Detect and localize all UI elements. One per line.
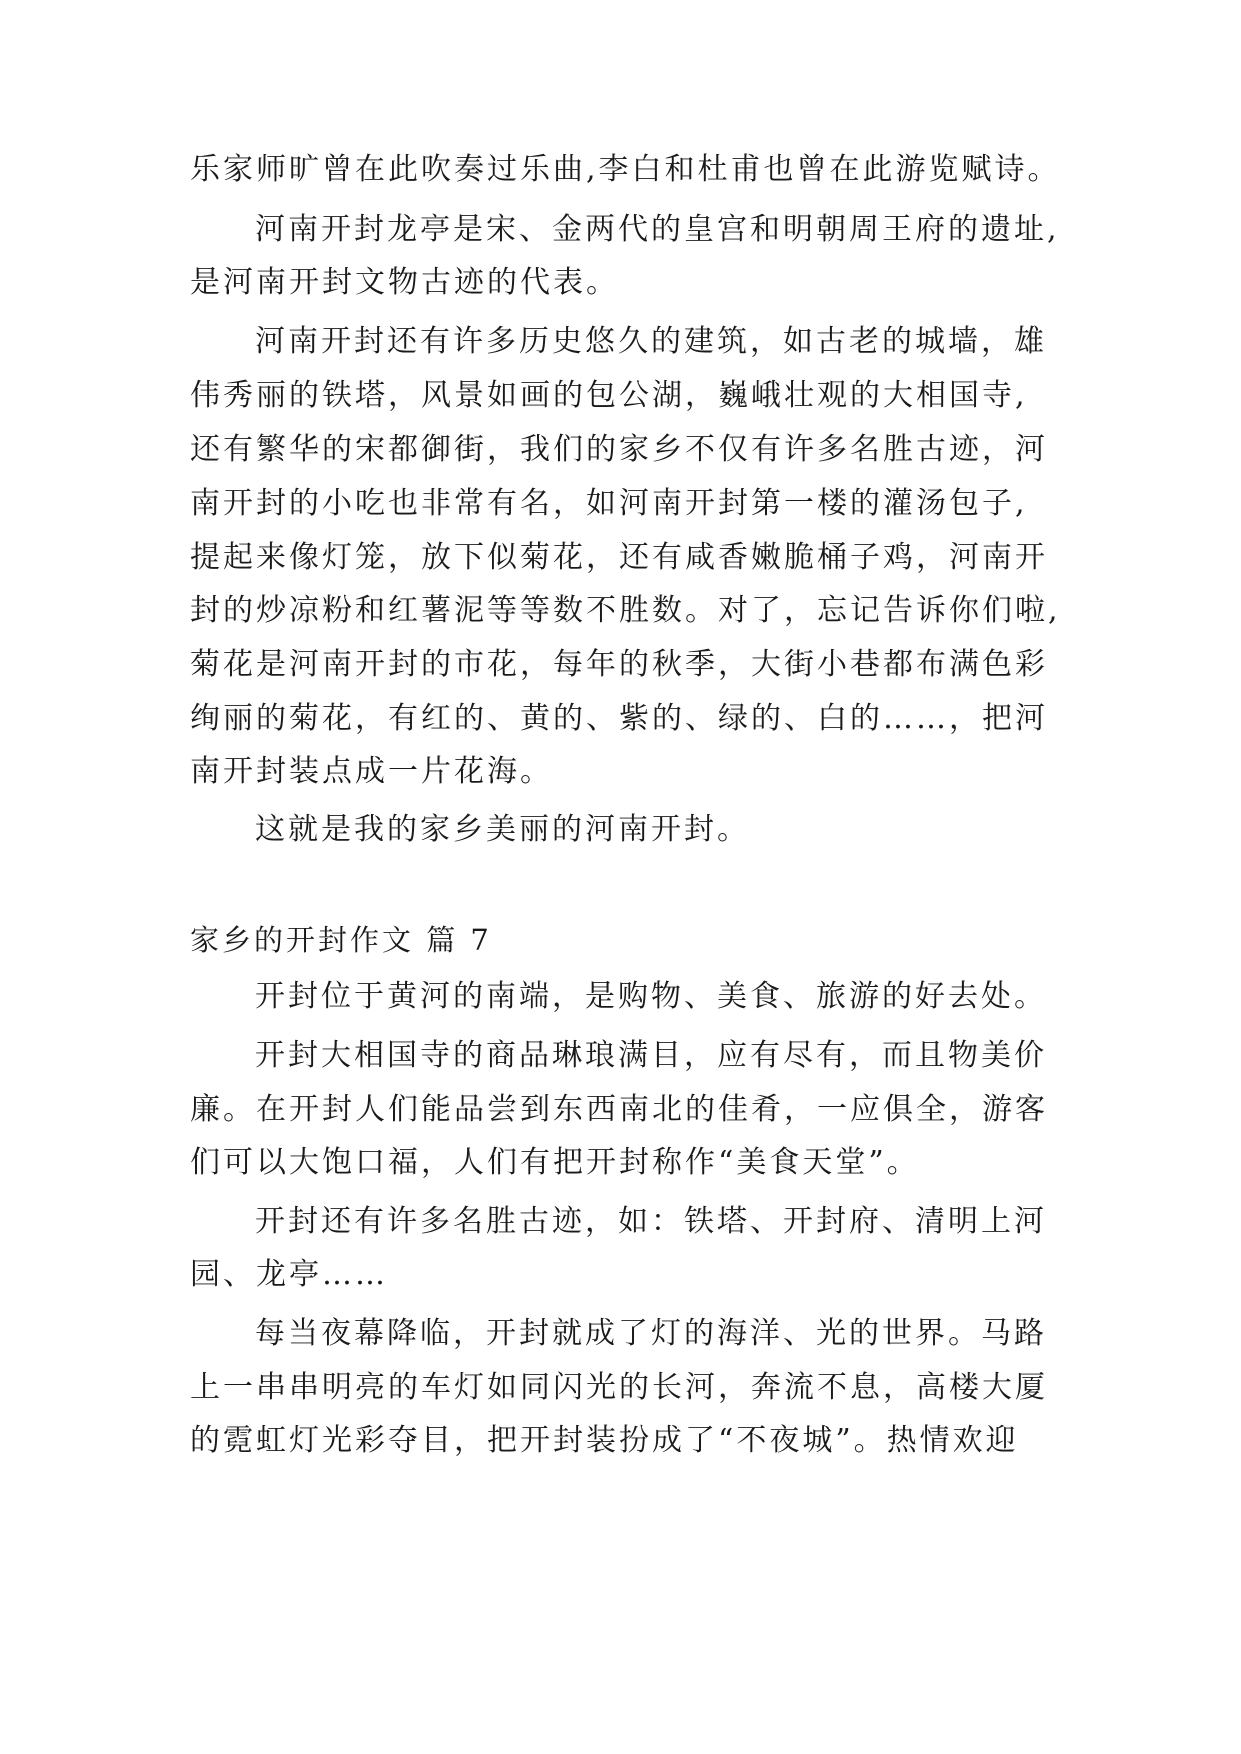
paragraph-line: 封的炒凉粉和红薯泥等等数不胜数。对了，忘记告诉你们啦, [190, 593, 1061, 628]
section-heading: 家乡的开封作文 篇 7 [190, 923, 492, 957]
paragraph-line: 园、龙亭…… [190, 1257, 388, 1292]
paragraph-line: 们可以大饱口福，人们有把开封称作“美食天堂”。 [190, 1145, 920, 1180]
paragraph-line: 开封还有许多名胜古迹，如：铁塔、开封府、清明上河 [255, 1204, 1047, 1239]
paragraph-line: 南开封装点成一片花海。 [190, 754, 553, 789]
paragraph-line: 还有繁华的宋都御街，我们的家乡不仅有许多名胜古迹，河 [190, 432, 1048, 467]
paragraph-line: 河南开封还有许多历史悠久的建筑，如古老的城墙，雄 [255, 324, 1047, 359]
paragraph-line: 每当夜幕降临，开封就成了灯的海洋、光的世界。马路 [255, 1316, 1047, 1351]
paragraph-line: 绚丽的菊花，有红的、黄的、紫的、绿的、白的……，把河 [190, 701, 1048, 736]
paragraph-line: 是河南开封文物古迹的代表。 [190, 265, 619, 300]
paragraph-line: 廉。在开封人们能品尝到东西南北的佳肴，一应俱全，游客 [190, 1092, 1048, 1127]
paragraph-line: 乐家师旷曾在此吹奏过乐曲,李白和杜甫也曾在此游览赋诗。 [190, 152, 1061, 187]
paragraph-line: 菊花是河南开封的市花，每年的秋季，大街小巷都布满色彩 [190, 647, 1048, 682]
paragraph-line: 提起来像灯笼，放下似菊花，还有咸香嫩脆桶子鸡，河南开 [190, 540, 1048, 575]
paragraph-line: 伟秀丽的铁塔，风景如画的包公湖，巍峨壮观的大相国寺, [190, 378, 1028, 413]
paragraph-line: 的霓虹灯光彩夺目，把开封装扮成了“不夜城”。热情欢迎 [190, 1423, 1019, 1458]
paragraph-line: 上一串串明亮的车灯如同闪光的长河，奔流不息，高楼大厦 [190, 1370, 1048, 1405]
paragraph-line: 这就是我的家乡美丽的河南开封。 [255, 812, 750, 847]
paragraph-line: 开封大相国寺的商品琳琅满目，应有尽有，而且物美价 [255, 1038, 1047, 1073]
paragraph-line: 河南开封龙亭是宋、金两代的皇宫和明朝周王府的遗址, [255, 212, 1060, 247]
paragraph-line: 南开封的小吃也非常有名，如河南开封第一楼的灌汤包子, [190, 486, 1028, 521]
paragraph-line: 开封位于黄河的南端，是购物、美食、旅游的好去处。 [255, 979, 1047, 1014]
